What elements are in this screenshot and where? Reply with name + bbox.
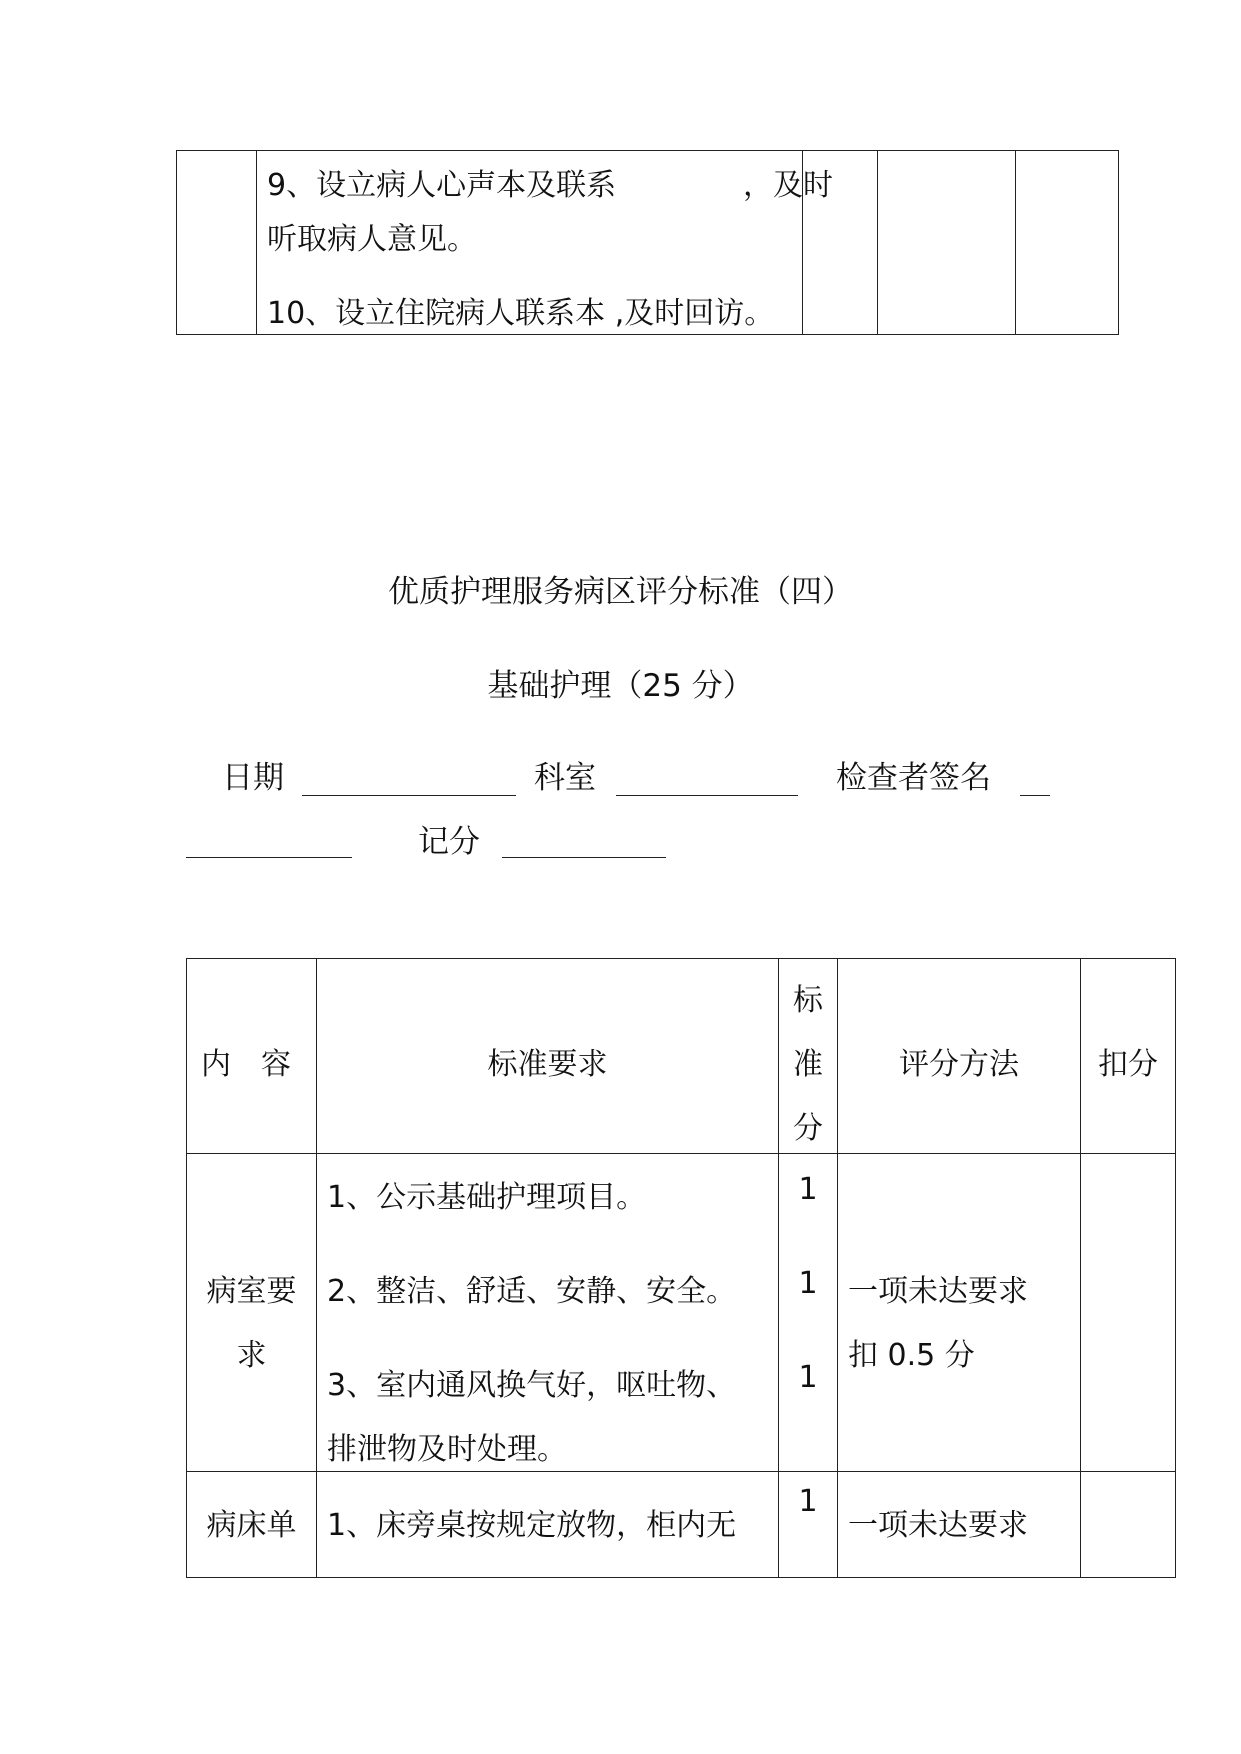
date-blank[interactable] bbox=[302, 795, 516, 796]
header-std-score bbox=[779, 959, 838, 1154]
inspector-blank[interactable] bbox=[186, 857, 352, 858]
table-row bbox=[187, 1154, 1176, 1472]
row2-deduct[interactable] bbox=[1081, 1472, 1176, 1578]
row1-content-line1: 病室要 bbox=[206, 1274, 297, 1309]
table-header-row bbox=[187, 959, 1176, 1154]
header-content-label: 内 容 bbox=[201, 1047, 291, 1082]
table1-deduct-cell bbox=[1016, 151, 1119, 335]
page-subtitle: 基础护理（25 分） bbox=[487, 668, 754, 704]
row1-requirements bbox=[317, 1154, 779, 1472]
item10: 10、设立住院病人联系本 ,及时回访。 bbox=[267, 296, 775, 331]
row1-scores bbox=[779, 1154, 838, 1472]
header-content bbox=[187, 959, 317, 1154]
header-method bbox=[838, 959, 1081, 1154]
row1-method-line1: 一项未达要求 bbox=[848, 1274, 1028, 1309]
item9-line2: 听取病人意见。 bbox=[267, 222, 477, 257]
continuation-table bbox=[176, 150, 1119, 335]
header-std-score-char2: 准 bbox=[793, 1047, 823, 1082]
row1-req-3: 3、室内通风换气好，呕吐物、 bbox=[327, 1368, 737, 1403]
row1-score-1: 1 bbox=[798, 1172, 818, 1207]
table1-method-cell bbox=[878, 151, 1016, 335]
header-requirement-label: 标准要求 bbox=[487, 1047, 608, 1082]
row2-req-1: 1、床旁桌按规定放物，柜内无 bbox=[327, 1508, 737, 1543]
row2-scores bbox=[779, 1472, 838, 1578]
header-std-score-char3: 分 bbox=[793, 1111, 823, 1146]
row1-req-3-cont: 排泄物及时处理。 bbox=[327, 1432, 567, 1467]
header-deduct-label: 扣分 bbox=[1098, 1047, 1158, 1082]
row1-deduct[interactable] bbox=[1081, 1154, 1176, 1472]
inspector-label: 检查者签名 bbox=[836, 760, 991, 796]
row2-content bbox=[187, 1472, 317, 1578]
table1-requirements-cell bbox=[257, 151, 833, 335]
row1-score-3: 1 bbox=[798, 1360, 818, 1395]
header-method-label: 评分方法 bbox=[899, 1047, 1019, 1082]
table1-empty-cell bbox=[177, 151, 257, 335]
row1-content-line2: 求 bbox=[236, 1338, 267, 1373]
row1-req-2: 2、整洁、舒适、安静、安全。 bbox=[327, 1274, 737, 1309]
row1-content bbox=[187, 1154, 317, 1472]
item9-line1-end: ，及时 bbox=[743, 168, 833, 203]
row1-score-2: 1 bbox=[798, 1266, 818, 1301]
score-blank[interactable] bbox=[502, 857, 666, 858]
row2-method bbox=[838, 1472, 1081, 1578]
score-label: 记分 bbox=[418, 824, 480, 860]
scoring-table bbox=[186, 958, 1176, 1578]
date-label: 日期 bbox=[222, 760, 284, 796]
dept-blank[interactable] bbox=[616, 795, 798, 796]
row2-method-line1: 一项未达要求 bbox=[848, 1508, 1028, 1543]
page-title: 优质护理服务病区评分标准（四） bbox=[388, 574, 853, 610]
row1-method bbox=[838, 1154, 1081, 1472]
dept-label: 科室 bbox=[534, 760, 596, 796]
row2-requirements bbox=[317, 1472, 779, 1578]
row1-method-line2: 扣 0.5 分 bbox=[848, 1338, 975, 1373]
table-row bbox=[187, 1472, 1176, 1578]
header-deduct bbox=[1081, 959, 1176, 1154]
header-std-score-char1: 标 bbox=[793, 983, 823, 1018]
row2-content-line1: 病床单 bbox=[206, 1508, 297, 1543]
item9-line1: 9、设立病人心声本及联系 bbox=[267, 168, 617, 203]
header-requirement bbox=[317, 959, 779, 1154]
row2-score-1: 1 bbox=[798, 1484, 818, 1519]
row1-req-1: 1、公示基础护理项目。 bbox=[327, 1180, 647, 1215]
inspector-blank-start[interactable] bbox=[1020, 795, 1050, 796]
